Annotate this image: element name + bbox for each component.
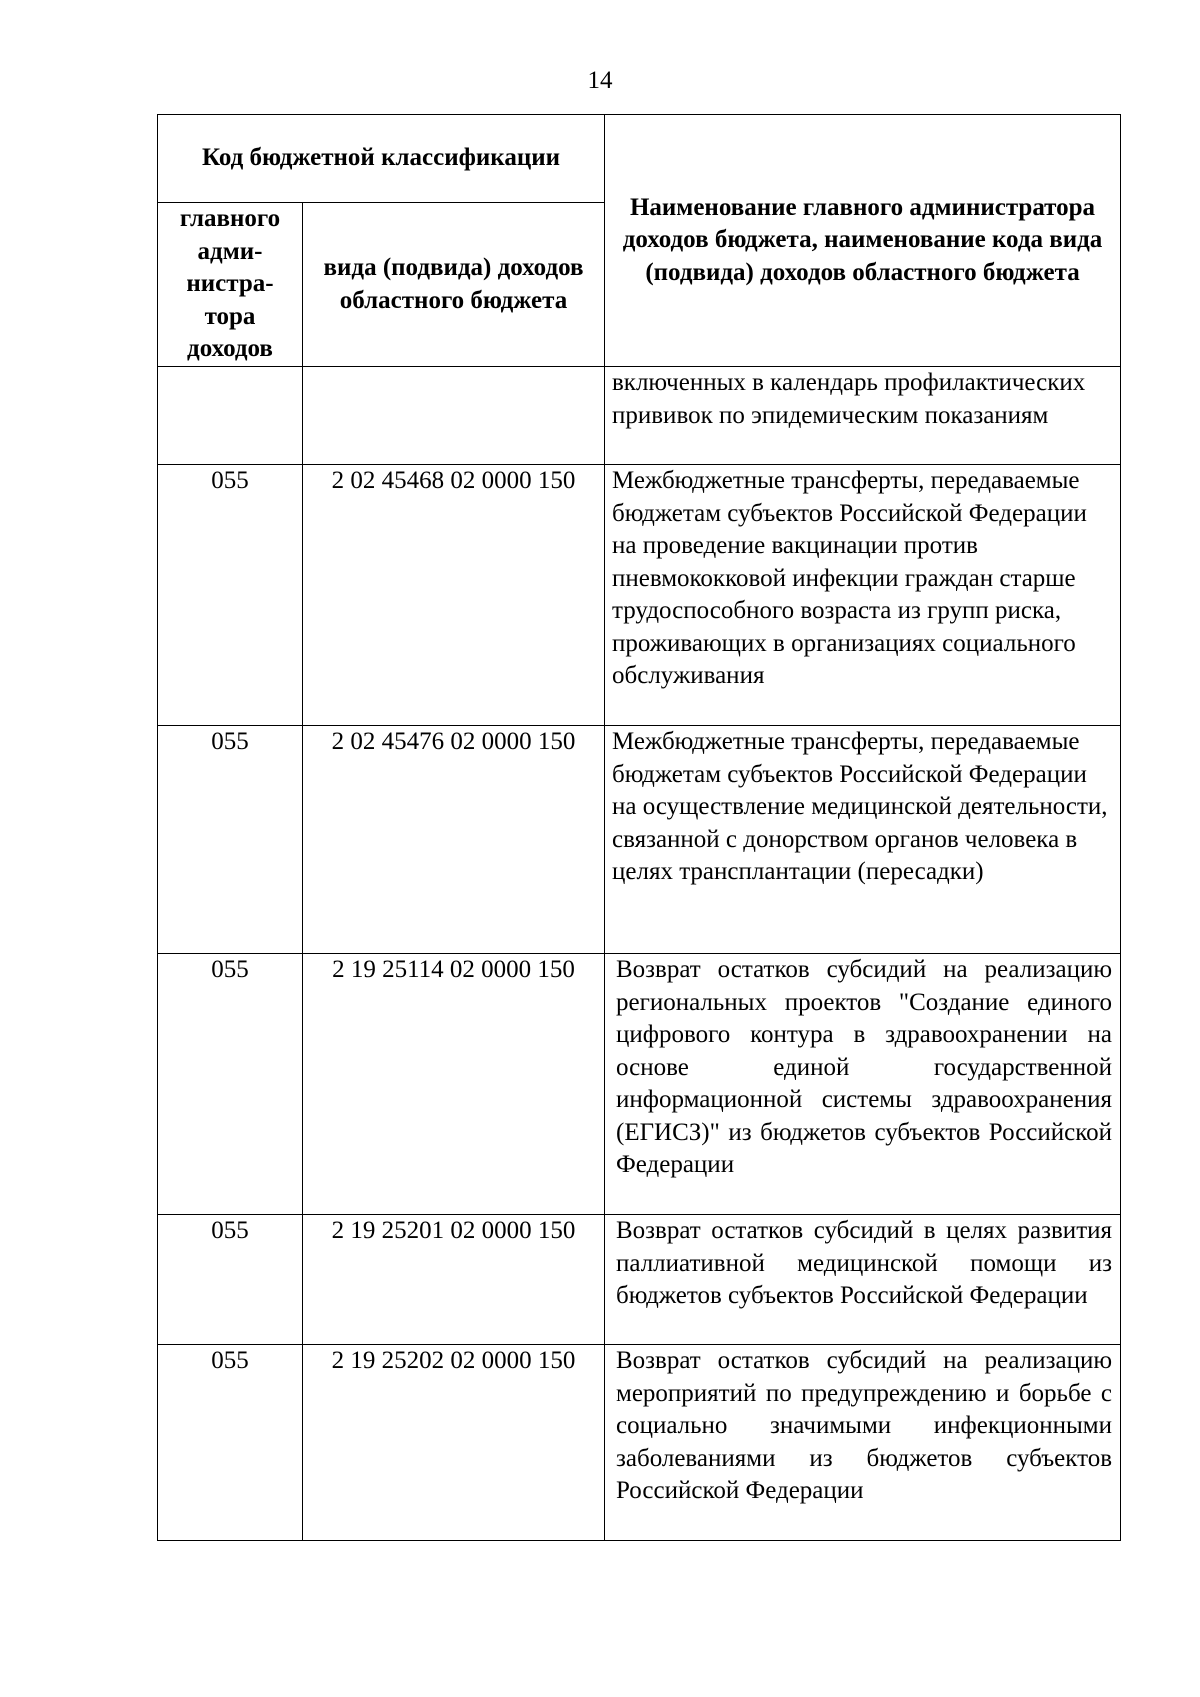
header-budget-classification-code: Код бюджетной классификации — [158, 115, 605, 203]
header-admin-column: главного адми-нистра-тора доходов — [158, 203, 303, 367]
revenue-name-cell: Возврат остатков субсидий на реализацию региональных проектов "Создание единого цифрового контура в здравоохранении на основе единой государственной информационной системы здравоохранения (ЕГИСЗ)" из бюджетов субъектов Российской Федерации — [605, 954, 1121, 1215]
revenue-code-cell: 2 19 25201 02 0000 150 — [303, 1215, 605, 1345]
admin-code-cell — [158, 367, 303, 465]
revenue-code-cell: 2 02 45476 02 0000 150 — [303, 726, 605, 954]
admin-code-cell: 055 — [158, 954, 303, 1215]
header-code-column: вида (подвида) доходов областного бюджета — [303, 203, 605, 367]
table-row — [158, 367, 1121, 465]
table-row — [158, 954, 1121, 1215]
table-row — [158, 1215, 1121, 1345]
revenue-code-cell: 2 19 25114 02 0000 150 — [303, 954, 605, 1215]
table-row — [158, 465, 1121, 726]
revenue-name-cell: Возврат остатков субсидий в целях развития паллиативной медицинской помощи из бюджетов субъектов Российской Федерации — [605, 1215, 1121, 1345]
revenue-name-cell: Межбюджетные трансферты, передаваемые бюджетам субъектов Российской Федерации на осуществление медицинской деятельности, связанной с донорством органов человека в целях трансплантации (пересадки) — [605, 726, 1121, 954]
table-body — [158, 367, 1121, 1541]
admin-code-cell: 055 — [158, 465, 303, 726]
header-name-column: Наименование главного администратора доходов бюджета, наименование кода вида (подвида) доходов областного бюджета — [605, 115, 1121, 367]
header-row-group — [158, 115, 1121, 203]
table-row — [158, 1345, 1121, 1541]
page-number: 14 — [587, 67, 613, 94]
revenue-name-cell: Возврат остатков субсидий на реализацию мероприятий по предупреждению и борьбе с социально значимыми инфекционными заболеваниями из бюджетов субъектов Российской Федерации — [605, 1345, 1121, 1541]
revenue-code-cell: 2 19 25202 02 0000 150 — [303, 1345, 605, 1541]
admin-code-cell: 055 — [158, 726, 303, 954]
revenue-code-cell: 2 02 45468 02 0000 150 — [303, 465, 605, 726]
admin-code-cell: 055 — [158, 1345, 303, 1541]
budget-classification-table — [157, 114, 1121, 1541]
table-row — [158, 726, 1121, 954]
table-header — [158, 115, 1121, 367]
revenue-code-cell — [303, 367, 605, 465]
revenue-name-cell: Межбюджетные трансферты, передаваемые бюджетам субъектов Российской Федерации на проведение вакцинации против пневмококковой инфекции граждан старше трудоспособного возраста из групп риска, проживающих в организациях социального обслуживания — [605, 465, 1121, 726]
admin-code-cell: 055 — [158, 1215, 303, 1345]
revenue-name-cell: включенных в календарь профилактических прививок по эпидемическим показаниям — [605, 367, 1121, 465]
